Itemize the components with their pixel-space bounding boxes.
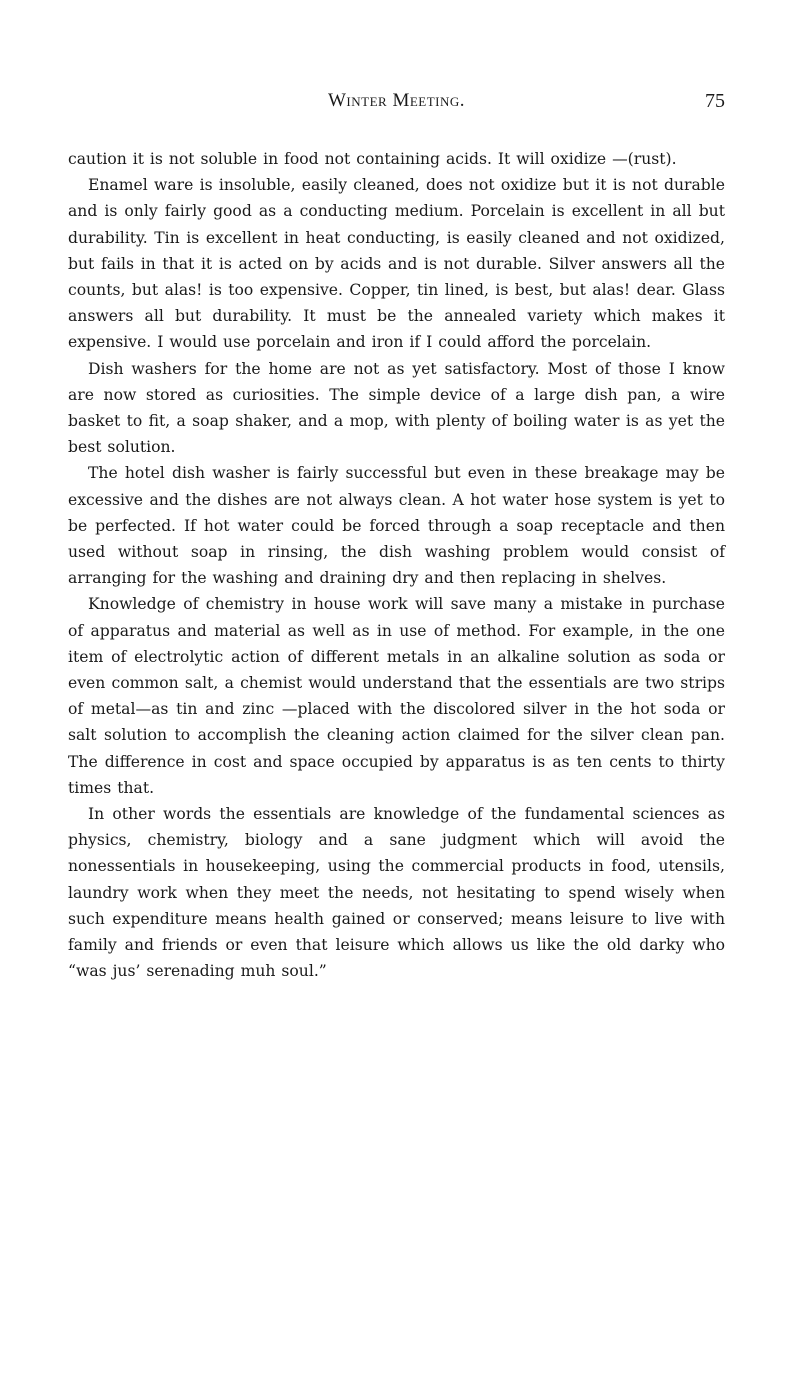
running-title: Winter Meeting. [327, 90, 466, 111]
paragraph-essentials: In other words the essentials are knowledge of the fundamental sciences as physics, chemistry, biology and a sane judgment which will avoid the nonessentials in housekeeping, using the commercial products in food, utensils, laundry work when they meet the needs, not hesitating to spend wisely when such expenditure means health gained or conserved; means leisure to live with family and friends or even that leisure which allows us like the old darky who “was jus’ serenading muh soul.” [68, 805, 725, 981]
paragraph-enamel-ware: Enamel ware is insoluble, easily cleaned, does not oxidize but it is not durable and is only fairly good as a conducting medium. Porcelain is excellent in all but durability. Tin is excellent in heat conducting, is easily cleaned and not oxidized, but fails in that it is acted on by acids and is not durable. Silver answers all the counts, but alas! is too expensive. Copper, tin lined, is best, but alas! dear. Glass answers all but durability. It must be the annealed variety which makes it expensive. I would use porcelain and iron if I could afford the porcelain. [68, 176, 725, 352]
body-text [68, 146, 725, 985]
running-header [68, 90, 725, 150]
paragraph-hotel-dish-washer: The hotel dish washer is fairly successful but even in these breakage may be excessive and the dishes are not always clean. A hot water hose system is yet to be perfected. If hot water could be forced through a soap receptacle and then used without soap in rinsing, the dish washing problem would consist of arranging for the washing and draining dry and then replacing in shelves. [68, 464, 725, 588]
paragraph-dish-washers: Dish washers for the home are not as yet satisfactory. Most of those I know are now stored as curiosities. The simple device of a large dish pan, a wire basket to fit, a soap shaker, and a mop, with plenty of boiling water is as yet the best solution. [68, 359, 725, 457]
page-number: 75 [705, 90, 725, 112]
paragraph-continuation: caution it is not soluble in food not containing acids. It will oxidize —(rust). [68, 150, 677, 168]
paragraph-chemistry: Knowledge of chemistry in house work will save many a mistake in purchase of apparatus and material as well as in use of method. For example, in the one item of electrolytic action of different metals in an alkaline solution as soda or even common salt, a chemist would understand that the essentials are two strips of metal—as tin and zinc —placed with the discolored silver in the hot soda or salt solution to accomplish the cleaning action claimed for the silver clean pan. The difference in cost and space occupied by apparatus is as ten cents to thirty times that. [68, 595, 725, 797]
book-page [68, 0, 725, 981]
